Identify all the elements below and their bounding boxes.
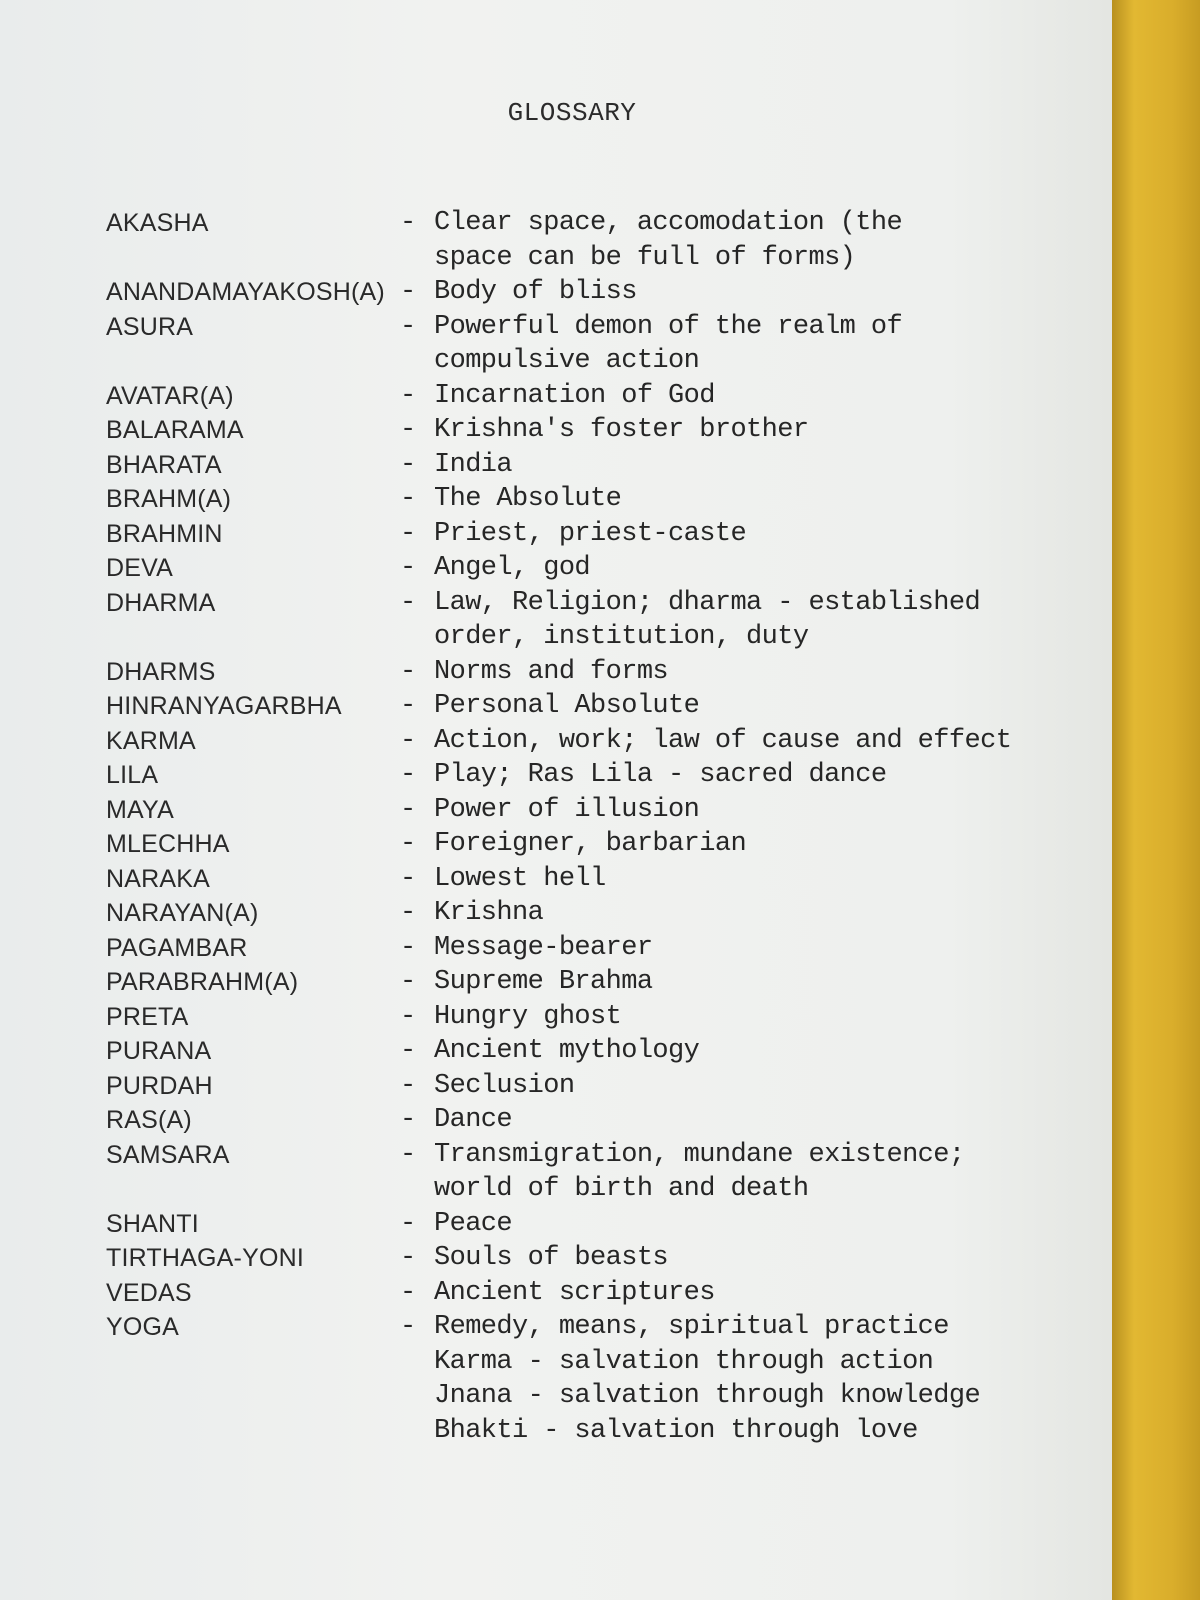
definition-line: Seclusion [434, 1070, 575, 1101]
glossary-definition [434, 1207, 1096, 1242]
glossary-entry [106, 862, 1096, 897]
definition-line: Foreigner, barbarian [434, 829, 747, 859]
definition-dash: - [400, 1001, 417, 1032]
glossary-definition [434, 827, 1096, 862]
glossary-entry [106, 896, 1096, 931]
definition-line: Incarnation of God [434, 380, 715, 411]
definition-line: India [434, 449, 513, 480]
glossary-definition [434, 448, 1096, 483]
glossary-entry [106, 758, 1096, 793]
definition-dash: - [400, 518, 417, 549]
glossary-definition [434, 1034, 1096, 1069]
definition-dash: - [400, 829, 417, 859]
definition-dash: - [400, 277, 417, 307]
glossary-term: ANANDAMAYAKOSH(A) [106, 278, 385, 306]
glossary-definition [434, 896, 1096, 931]
definition-dash: - [400, 553, 417, 583]
definition-line: Power of illusion [434, 794, 700, 825]
glossary-definition [434, 724, 1096, 759]
glossary-entry [106, 586, 1096, 655]
glossary-term: PRETA [106, 1002, 189, 1031]
definition-line: Law, Religion; dharma - established [434, 587, 981, 618]
glossary-entry [106, 1241, 1096, 1276]
book-cover-edge [1112, 0, 1200, 1600]
definition-dash: - [400, 1070, 417, 1101]
glossary-definition [434, 758, 1096, 793]
glossary-definition [434, 1241, 1096, 1276]
glossary-entry [106, 551, 1096, 586]
definition-line: Angel, god [434, 553, 591, 583]
definition-line: Message-bearer [434, 932, 653, 963]
definition-line: Souls of beasts [434, 1243, 669, 1273]
glossary-entry [106, 793, 1096, 828]
definition-line: Powerful demon of the realm of [434, 311, 903, 342]
definition-dash: - [400, 967, 417, 997]
glossary-term: AVATAR(A) [106, 381, 234, 410]
glossary-entry [106, 206, 1096, 275]
glossary-entry [106, 448, 1096, 483]
definition-dash: - [400, 1139, 417, 1170]
glossary-definition [434, 1103, 1096, 1138]
definition-line: compulsive action [434, 346, 700, 376]
definition-dash: - [400, 587, 417, 618]
glossary-definition [434, 517, 1096, 552]
glossary-term: BALARAMA [106, 416, 244, 444]
definition-line: Remedy, means, spiritual practice [434, 1312, 949, 1342]
glossary-definition [434, 862, 1096, 897]
glossary-entry [106, 689, 1096, 724]
glossary-term: VEDAS [106, 1278, 192, 1307]
definition-line: Norms and forms [434, 656, 669, 687]
glossary-list [106, 206, 1096, 1448]
glossary-entry [106, 310, 1096, 379]
glossary-entry [106, 827, 1096, 862]
glossary-entry [106, 275, 1096, 310]
glossary-definition [434, 275, 1096, 310]
glossary-term: MAYA [106, 795, 174, 824]
definition-line: Krishna's foster brother [434, 415, 809, 445]
definition-line: Supreme Brahma [434, 967, 653, 997]
glossary-definition [434, 1000, 1096, 1035]
definition-dash: - [400, 863, 417, 894]
definition-dash: - [400, 449, 417, 480]
glossary-definition [434, 206, 1096, 275]
definition-dash: - [400, 725, 417, 756]
glossary-term: DEVA [106, 554, 174, 582]
definition-line: Krishna [434, 898, 544, 928]
definition-line: Personal Absolute [434, 691, 700, 721]
definition-dash: - [400, 932, 417, 963]
definition-dash: - [400, 484, 417, 514]
definition-line: Lowest hell [434, 863, 606, 894]
glossary-term: PARABRAHM(A) [106, 968, 299, 996]
glossary-term: AKASHA [106, 209, 209, 237]
definition-dash: - [400, 1036, 417, 1066]
glossary-definition [434, 379, 1096, 414]
glossary-definition [434, 1138, 1096, 1207]
definition-dash: - [400, 1243, 417, 1273]
glossary-term: TIRTHAGA-YONI [106, 1244, 304, 1272]
definition-dash: - [400, 1312, 417, 1342]
definition-dash: - [400, 691, 417, 721]
definition-line: Karma - salvation through action [434, 1346, 934, 1377]
definition-line: Action, work; law of cause and effect [434, 725, 1012, 756]
glossary-term: PURANA [106, 1037, 212, 1065]
glossary-term: SHANTI [106, 1209, 199, 1238]
glossary-definition [434, 586, 1096, 655]
glossary-entry [106, 1034, 1096, 1069]
definition-dash: - [400, 1105, 417, 1135]
definition-dash: - [400, 415, 417, 445]
definition-line: Bhakti - salvation through love [434, 1415, 918, 1446]
glossary-term: HINRANYAGARBHA [106, 692, 342, 720]
glossary-definition [434, 551, 1096, 586]
glossary-term: DHARMA [106, 588, 216, 617]
glossary-definition [434, 931, 1096, 966]
definition-line: The Absolute [434, 484, 622, 514]
definition-line: Body of bliss [434, 277, 637, 307]
definition-dash: - [400, 656, 417, 687]
glossary-definition [434, 1276, 1096, 1311]
definition-line: space can be full of forms) [434, 242, 856, 273]
glossary-definition [434, 482, 1096, 517]
definition-dash: - [400, 311, 417, 342]
definition-line: Ancient mythology [434, 1036, 700, 1066]
glossary-entry [106, 517, 1096, 552]
definition-line: Ancient scriptures [434, 1277, 715, 1308]
definition-line: Jnana - salvation through knowledge [434, 1381, 981, 1411]
glossary-definition [434, 689, 1096, 724]
glossary-entry [106, 1207, 1096, 1242]
page-title: GLOSSARY [507, 98, 637, 128]
definition-dash: - [400, 760, 417, 790]
glossary-term: YOGA [106, 1313, 180, 1341]
definition-line: Transmigration, mundane existence; [434, 1139, 965, 1170]
glossary-entry [106, 1069, 1096, 1104]
glossary-definition [434, 793, 1096, 828]
glossary-entry [106, 379, 1096, 414]
glossary-term: ASURA [106, 312, 194, 341]
glossary-entry [106, 1103, 1096, 1138]
glossary-definition [434, 1310, 1096, 1448]
definition-dash: - [400, 208, 417, 238]
definition-line: order, institution, duty [434, 622, 809, 652]
glossary-entry [106, 965, 1096, 1000]
glossary-term: MLECHHA [106, 830, 230, 858]
definition-line: Priest, priest-caste [434, 518, 747, 549]
glossary-entry [106, 1276, 1096, 1311]
definition-dash: - [400, 794, 417, 825]
glossary-entry [106, 1000, 1096, 1035]
definition-dash: - [400, 1208, 417, 1239]
glossary-definition [434, 965, 1096, 1000]
glossary-entry [106, 1310, 1096, 1448]
glossary-term: DHARMS [106, 657, 216, 686]
glossary-term: BRAHM(A) [106, 485, 232, 513]
definition-line: Clear space, accomodation (the [434, 208, 903, 238]
glossary-entry [106, 482, 1096, 517]
definition-dash: - [400, 1277, 417, 1308]
glossary-entry [106, 413, 1096, 448]
glossary-definition [434, 413, 1096, 448]
glossary-term: NARAYAN(A) [106, 899, 259, 927]
definition-line: Dance [434, 1105, 513, 1135]
glossary-term: PAGAMBAR [106, 933, 248, 962]
glossary-term: BRAHMIN [106, 519, 223, 548]
definition-line: Hungry ghost [434, 1001, 622, 1032]
definition-line: world of birth and death [434, 1174, 809, 1204]
glossary-term: BHARATA [106, 450, 222, 479]
glossary-term: LILA [106, 761, 159, 789]
definition-line: Peace [434, 1208, 513, 1239]
glossary-entry [106, 655, 1096, 690]
glossary-term: SAMSARA [106, 1140, 230, 1169]
glossary-definition [434, 1069, 1096, 1104]
glossary-entry [106, 1138, 1096, 1207]
glossary-term: PURDAH [106, 1071, 213, 1100]
glossary-term: RAS(A) [106, 1106, 192, 1134]
definition-dash: - [400, 898, 417, 928]
glossary-definition [434, 310, 1096, 379]
definition-line: Play; Ras Lila - sacred dance [434, 760, 887, 790]
glossary-definition [434, 655, 1096, 690]
glossary-term: NARAKA [106, 864, 211, 893]
glossary-term: KARMA [106, 726, 196, 755]
glossary-entry [106, 724, 1096, 759]
glossary-entry [106, 931, 1096, 966]
definition-dash: - [400, 380, 417, 411]
